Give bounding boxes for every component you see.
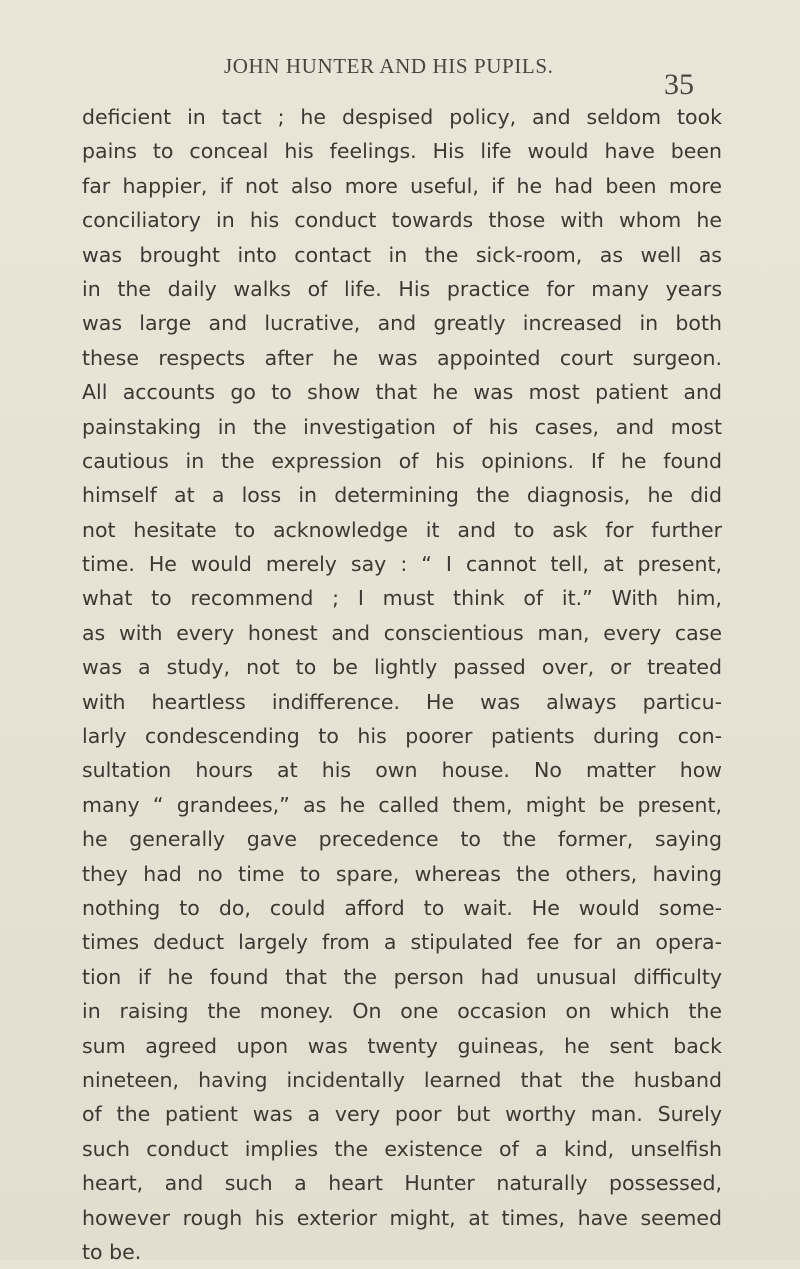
text-line: was large and lucrative, and greatly increased in both — [82, 311, 722, 336]
text-line: as with every honest and conscientious man, every case — [82, 620, 722, 645]
text-line: times deduct largely from a stipulated fee for an opera- — [82, 930, 722, 955]
text-line: far happier, if not also more useful, if he had been more — [82, 173, 722, 198]
text-line: deficient in tact ; he despised policy, and seldom took — [82, 105, 722, 129]
text-line: time. He would merely say : “ I cannot tell, at present, — [82, 552, 722, 577]
page-number: 35 — [664, 68, 694, 101]
text-line: what to recommend ; I must think of it.” With him, — [82, 586, 722, 611]
text-line: nineteen, having incidentally learned that the husband — [82, 1067, 722, 1092]
text-line: they had no time to spare, whereas the others, having — [82, 861, 722, 886]
text-line: sum agreed upon was twenty guineas, he sent back — [82, 1033, 722, 1058]
running-head: JOHN HUNTER AND HIS PUPILS. — [224, 54, 554, 78]
text-line: he generally gave precedence to the former, saying — [82, 827, 722, 852]
text-line: sultation hours at his own house. No matter how — [82, 758, 722, 783]
text-line: was a study, not to be lightly passed over, or treated — [82, 655, 722, 680]
text-line: nothing to do, could afford to wait. He would some- — [82, 895, 722, 920]
text-line: in the daily walks of life. His practice for many years — [82, 276, 722, 301]
text-line: heart, and such a heart Hunter naturally possessed, — [82, 1171, 722, 1196]
text-line: All accounts go to show that he was most patient and — [82, 380, 722, 405]
text-line: tion if he found that the person had unusual difficulty — [82, 964, 722, 989]
text-line: however rough his exterior might, at times, have seemed — [82, 1205, 722, 1230]
text-line: was brought into contact in the sick-room, as well as — [82, 242, 722, 267]
text-line: himself at a loss in determining the diagnosis, he did — [82, 483, 722, 508]
text-line: with heartless indifference. He was always particu- — [82, 689, 722, 714]
text-line: such conduct implies the existence of a kind, unselfish — [82, 1136, 722, 1161]
text-line: larly condescending to his poorer patients during con- — [82, 724, 722, 749]
text-line: of the patient was a very poor but worthy man. Surely — [82, 1102, 722, 1127]
text-line: these respects after he was appointed court surgeon. — [82, 345, 722, 370]
text-line: pains to conceal his feelings. His life would have been — [82, 139, 722, 164]
body-text — [82, 100, 722, 1269]
text-line: many “ grandees,” as he called them, might be present, — [82, 792, 722, 817]
text-line: in raising the money. On one occasion on which the — [82, 999, 722, 1024]
text-line: not hesitate to acknowledge it and to ask for further — [82, 517, 722, 542]
text-line: cautious in the expression of his opinions. If he found — [82, 448, 722, 473]
text-line: to be. — [82, 1239, 142, 1264]
text-line: painstaking in the investigation of his cases, and most — [82, 414, 722, 439]
text-line: conciliatory in his conduct towards those with whom he — [82, 208, 722, 233]
